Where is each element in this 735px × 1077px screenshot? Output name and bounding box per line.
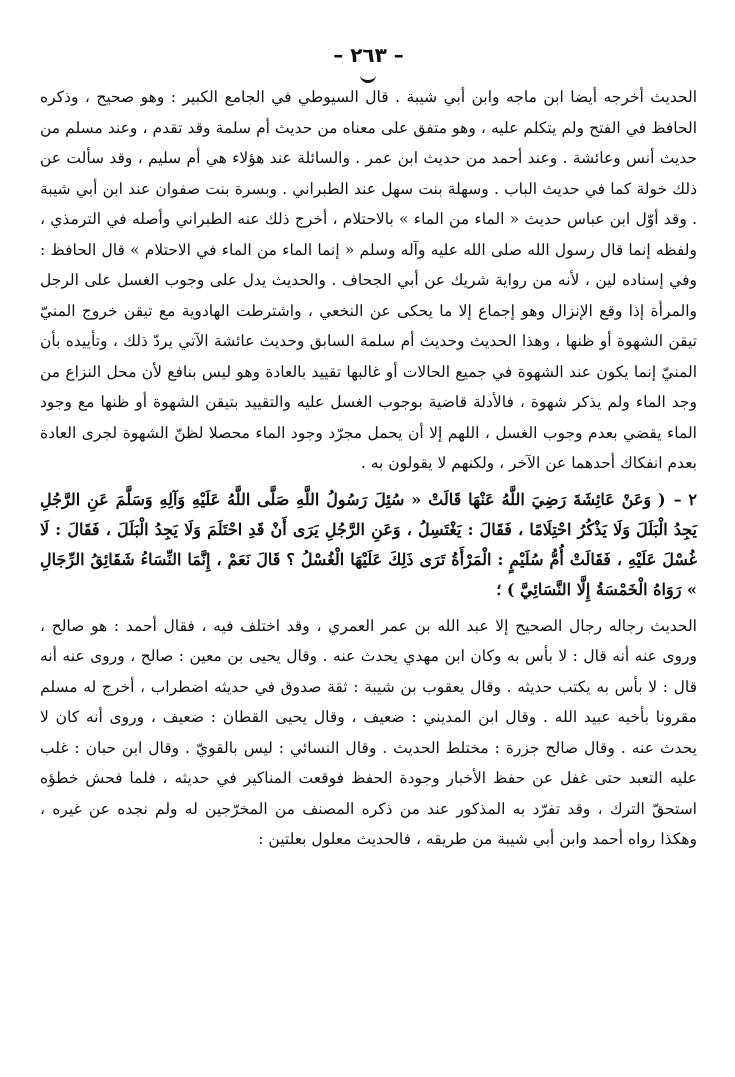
page-number: – ٢٦٣ – — [333, 43, 404, 67]
paragraph-commentary-2: الحديث رجاله رجال الصحيح إلا عبد الله بن عمر العمري ، وقد اختلف فيه ، فقال أحمد : هو صالح ، وروى عنه أنه قال : لا بأس به وكان ابن مهدي يحدث عنه . وقال يحيى بن معين : صالح ، وروى عنه أنه قال : لا بأس به يكتب حديثه . وقال يعقوب بن شيبة : ثقة صدوق في حديثه اضطراب ، أخرج له مسلم مقرونا بأخيه عبيد الله . وقال ابن المديني : ضعيف ، وقال يحيى القطان : ضعيف ، وروى أنه كان لا يحدث عنه . وقال صالح جزرة : مختلط الحديث . وقال النسائي : ليس بالقويّ . وقال ابن حبان : غلب عليه التعبد حتى غفل عن حفظ الأخبار وجودة الحفظ فوقعت المناكير في حديثه ، فلما فحش خطؤه استحقّ الترك ، وقد تفرّد به المذكور عند من ذكره المصنف من المخرّجين له ولم نجده عن غيره ، وهكذا رواه أحمد وابن أبي شيبة من طريقه ، فالحديث معلول بعلتين : — [40, 616, 697, 848]
ornament-mark — [360, 70, 376, 83]
hadith-body: ( وَعَنْ عَائِشَةَ رَضِيَ اللَّهُ عَنْهَا قَالَتْ « سُئِلَ رَسُولُ اللَّهِ صَلَّى اللَّهُ عَلَيْهِ وَآلِهِ وَسَلَّمَ عَنِ الرَّجُلِ يَجِدُ الْبَلَلَ وَلَا يَذْكُرُ احْتِلَامًا ، فَقَالَ : يَغْتَسِلُ ، وَعَنِ الرَّجُلِ يَرَى أَنْ قَدِ احْتَلَمَ وَلَا يَجِدُ الْبَلَلَ ، فَقَالَ : لَا غُسْلَ عَلَيْهِ ، فَقَالَتْ أُمُّ سُلَيْمٍ : الْمَرْأَةُ تَرَى ذَلِكَ عَلَيْهَا الْغُسْلُ ؟ قَالَ نَعَمْ ، إِنَّمَا النِّسَاءُ شَقَائِقُ الرِّجَالِ » رَوَاهُ الْخَمْسَةُ إِلَّا النَّسَائِيَّ ) ؛ — [40, 489, 697, 599]
hadith-text — [40, 485, 697, 605]
hadith-number: ٢ – — [673, 489, 698, 509]
paragraph-commentary-1: الحديث أخرجه أيضا ابن ماجه وابن أبي شيبة . قال السيوطي في الجامع الكبير : وهو صحيح ، وذكره الحافظ في الفتح ولم يتكلم عليه ، وهو متفق على معناه من حديث أم سلمة وقد تقدم ، وعند مسلم من حديث أنس وعائشة . وعند أحمد من حديث ابن عمر . والسائلة عند هؤلاء هي أم سليم ، وقد سألت عن ذلك خولة كما في حديث الباب . وسهلة بنت سهل عند الطبراني . وبسرة بنت صفوان عند ابن أبي شيبة . وقد أوّل ابن عباس حديث « الماء من الماء » بالاحتلام ، أخرج ذلك عنه الطبراني وأصله في الترمذي ، ولفظه إنما قال رسول الله صلى الله عليه وآله وسلم « إنما الماء من الماء في الاحتلام » قال الحافظ : وفي إسناده لين ، لأنه من رواية شريك عن أبي الجحاف . والحديث يدل على وجوب الغسل على الرجل والمرأة إذا وقع الإنزال وهو إجماع إلا ما يحكى عن النخعي ، واشترطت الهادوية مع تيقن خروج المنيّ تيقن الشهوة أو ظنها ، وهذا الحديث وحديث أم سلمة السابق وحديث عائشة الآتي يردّ ذلك ، وتأييده بأن المنيّ إنما يكون عند الشهوة في جميع الحالات أو غالبها تقييد بالعادة وهو ليس بنافع لأن محل النزاع من وجد الماء ولم يذكر شهوة ، فالأدلة قاضية بوجوب الغسل عليه والتقييد بتيقن الشهوة أو ظنها مع وجود الماء يقضي بعدم وجوب الغسل ، اللهم إلا أن يحمل مجرّد وجود الماء محصلا لظنّ الشهوة لجرى العادة بعدم انفكاك أحدهما عن الآخر ، ولكنهم لا يقولون به . — [40, 88, 697, 472]
